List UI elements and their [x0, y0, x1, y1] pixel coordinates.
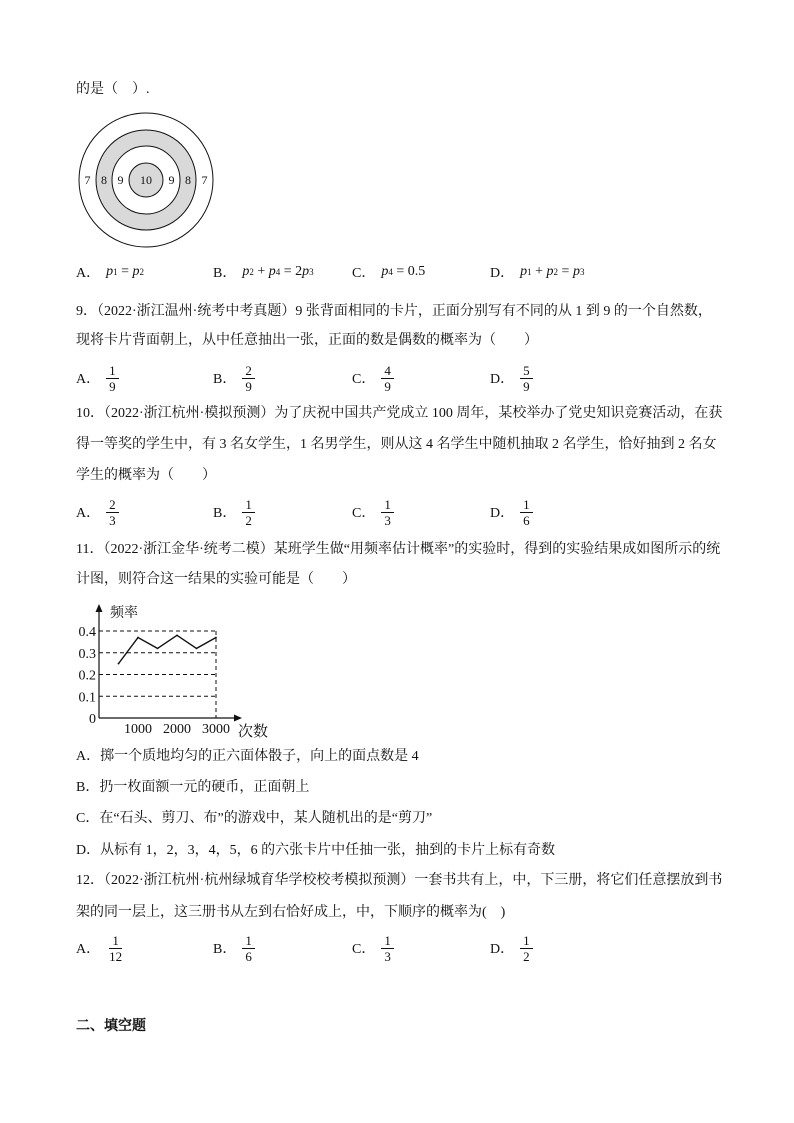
option-letter: A．: [76, 266, 101, 281]
formula-text: =: [117, 264, 133, 279]
ring-label: 9: [168, 173, 175, 187]
y-tick-label: 0.1: [78, 690, 96, 706]
ring-label: 9: [117, 173, 124, 187]
option-letter: D．: [490, 372, 515, 387]
q12-option-c: [352, 931, 394, 965]
q12-stem-line: 12．（2022·浙江杭州·杭州绿城育华学校校考模拟预测）一套书共有上，中，下三册，将它们任意摆放到书: [76, 873, 723, 888]
option-formula: p 4 = 0.5: [381, 264, 426, 279]
q8-stem-tail: 的是（ ）.: [76, 82, 150, 97]
fraction-numerator: 2: [106, 497, 119, 513]
formula-variable: p: [268, 264, 276, 279]
series-line: [119, 635, 217, 663]
x-axis-arrow-icon: [234, 715, 242, 722]
data-point: [196, 648, 198, 650]
formula-variable: p: [520, 264, 528, 279]
option-letter: C．: [352, 506, 376, 521]
option-formula: p 2 + p 4 = 2 p 3: [242, 264, 314, 279]
option-letter: A．: [76, 942, 101, 957]
q11-option-c: C．在“石头、剪刀、布”的游戏中，某人随机出的是“剪刀”: [76, 811, 433, 826]
chart-grid: [99, 631, 216, 718]
formula-variable: p: [106, 264, 114, 279]
fraction-denominator: 3: [109, 512, 116, 528]
formula-variable: p: [572, 264, 580, 279]
fraction-denominator: 6: [245, 948, 252, 964]
y-axis-arrow-icon: [96, 604, 103, 612]
q9-option-c: [352, 361, 394, 395]
option-letter: A．: [76, 506, 101, 521]
q10-option-c: [352, 495, 394, 529]
q10-stem-line: 10．（2022·浙江杭州·模拟预测）为了庆祝中国共产党成立 100 周年，某校举办了党史知识竞赛活动，在获: [76, 406, 723, 421]
q11-option-d: D．从标有 1，2，3，4，5，6 的六张卡片中任抽一张，抽到的卡片上标有奇数: [76, 843, 556, 858]
fraction-numerator: 1: [520, 497, 533, 513]
q11-option-b: B．扔一枚面额一元的硬币，正面朝上: [76, 780, 310, 795]
origin-label: 0: [89, 712, 96, 727]
ring-label: 7: [201, 173, 208, 187]
option-fraction: [381, 497, 394, 528]
q9-option-d: [490, 361, 533, 395]
option-letter: A．: [76, 372, 101, 387]
option-letter: B．: [213, 372, 237, 387]
x-tick-label: 3000: [202, 722, 230, 737]
data-point: [215, 637, 217, 639]
x-tick-labels: [124, 722, 230, 737]
option-fraction: [242, 933, 255, 964]
q11-option-a: A．掷一个质地均匀的正六面体骰子，向上的面点数是 4: [76, 749, 419, 764]
fraction-numerator: 2: [242, 363, 255, 379]
option-letter: D．: [490, 266, 515, 281]
x-axis-label: 次数: [238, 724, 269, 740]
ring-label: 10: [140, 173, 152, 187]
q9-stem-line: 9．（2022·浙江温州·统考中考真题）9 张背面相同的卡片，正面分别写有不同的从 1 到 9 的一个自然数，: [76, 304, 712, 319]
option-letter: B．: [213, 266, 237, 281]
fraction-denominator: 3: [384, 948, 391, 964]
option-fraction: [381, 933, 394, 964]
q12-stem-line: 架的同一层上，这三册书从左到右恰好成上，中，下顺序的概率为( ): [76, 905, 506, 920]
option-fraction: [520, 933, 533, 964]
option-fraction: [106, 933, 125, 964]
option-fraction: [106, 497, 119, 528]
formula-text: =: [558, 264, 573, 279]
q11-stem-line: 11．（2022·浙江金华·统考二模）某班学生做“用频率估计概率”的实验时，得到的实验结果成如图所示的统: [76, 542, 721, 557]
option-formula: p 1 + p 2 = p 3: [520, 264, 585, 279]
q8-option-b: [213, 255, 314, 289]
fraction-denominator: 9: [384, 378, 391, 394]
fraction-numerator: 1: [109, 933, 122, 949]
chart-series: [118, 634, 217, 664]
q8-option-a: [76, 255, 144, 289]
target-diagram: [76, 110, 216, 250]
frequency-line-chart: [60, 598, 280, 748]
option-letter: C．: [352, 266, 376, 281]
option-fraction: [106, 363, 119, 394]
q9-stem-line: 现将卡片背面朝上，从中任意抽出一张，正面的数是偶数的概率为（ ）: [76, 333, 538, 348]
option-letter: C．: [352, 942, 376, 957]
section-heading-fill-in: 二、填空题: [76, 1019, 146, 1034]
fraction-numerator: 1: [381, 933, 394, 949]
ring-label: 8: [185, 173, 191, 187]
fraction-numerator: 5: [520, 363, 533, 379]
formula-text: = 0.5: [392, 264, 426, 279]
option-formula: p 1 = p 2: [106, 264, 145, 279]
data-point: [157, 648, 159, 650]
q10-stem-line: 学生的概率为（ ）: [76, 468, 216, 483]
formula-variable: p: [546, 264, 554, 279]
y-axis-label: 频率: [110, 606, 138, 621]
ring-label: 7: [84, 173, 91, 187]
q11-stem-line: 计图，则符合这一结果的实验可能是（ ）: [76, 572, 356, 587]
fraction-denominator: 2: [245, 512, 252, 528]
q9-option-b: [213, 361, 255, 395]
fraction-denominator: 9: [523, 378, 530, 394]
option-fraction: [520, 497, 533, 528]
ring-label: 8: [101, 173, 107, 187]
fraction-denominator: 2: [523, 948, 530, 964]
q10-option-a: [76, 495, 119, 529]
option-letter: B．: [213, 506, 237, 521]
q10-option-d: [490, 495, 533, 529]
data-point: [118, 663, 120, 665]
y-tick-label: 0.4: [78, 625, 96, 640]
formula-text: +: [531, 264, 547, 279]
q12-option-a: [76, 931, 125, 965]
fraction-denominator: 9: [109, 378, 116, 394]
fraction-numerator: 1: [106, 363, 119, 379]
formula-variable: p: [302, 264, 310, 279]
option-letter: B．: [213, 942, 237, 957]
formula-text: = 2: [280, 264, 303, 279]
y-tick-label: 0.2: [78, 668, 96, 684]
fraction-numerator: 1: [520, 933, 533, 949]
data-point: [137, 637, 139, 639]
fraction-numerator: 1: [381, 497, 394, 513]
q12-option-d: [490, 931, 533, 965]
formula-variable: p: [132, 264, 140, 279]
fraction-numerator: 4: [381, 363, 394, 379]
option-fraction: [242, 363, 255, 394]
q9-option-a: [76, 361, 119, 395]
x-tick-label: 1000: [124, 722, 152, 737]
q8-option-d: [490, 255, 584, 289]
q8-option-c: [352, 255, 425, 289]
fraction-denominator: 3: [384, 512, 391, 528]
option-fraction: [520, 363, 533, 394]
formula-variable: p: [242, 264, 250, 279]
formula-variable: p: [381, 264, 389, 279]
data-point: [176, 634, 178, 636]
q10-option-b: [213, 495, 255, 529]
x-tick-label: 2000: [163, 722, 191, 737]
y-tick-labels: [79, 625, 97, 705]
y-tick-label: 0.3: [78, 646, 96, 662]
formula-text: +: [253, 264, 269, 279]
fraction-numerator: 1: [242, 497, 255, 513]
q12-option-b: [213, 931, 255, 965]
fraction-denominator: 6: [523, 512, 530, 528]
q10-stem-line: 得一等奖的学生中，有 3 名女学生，1 名男学生，则从这 4 名学生中随机抽取 2 名学生，恰好抽到 2 名女: [76, 437, 717, 452]
option-fraction: [381, 363, 394, 394]
option-letter: C．: [352, 372, 376, 387]
fraction-denominator: 9: [245, 378, 252, 394]
fraction-denominator: 12: [109, 948, 123, 964]
option-fraction: [242, 497, 255, 528]
option-letter: D．: [490, 506, 515, 521]
fraction-numerator: 1: [242, 933, 255, 949]
option-letter: D．: [490, 942, 515, 957]
